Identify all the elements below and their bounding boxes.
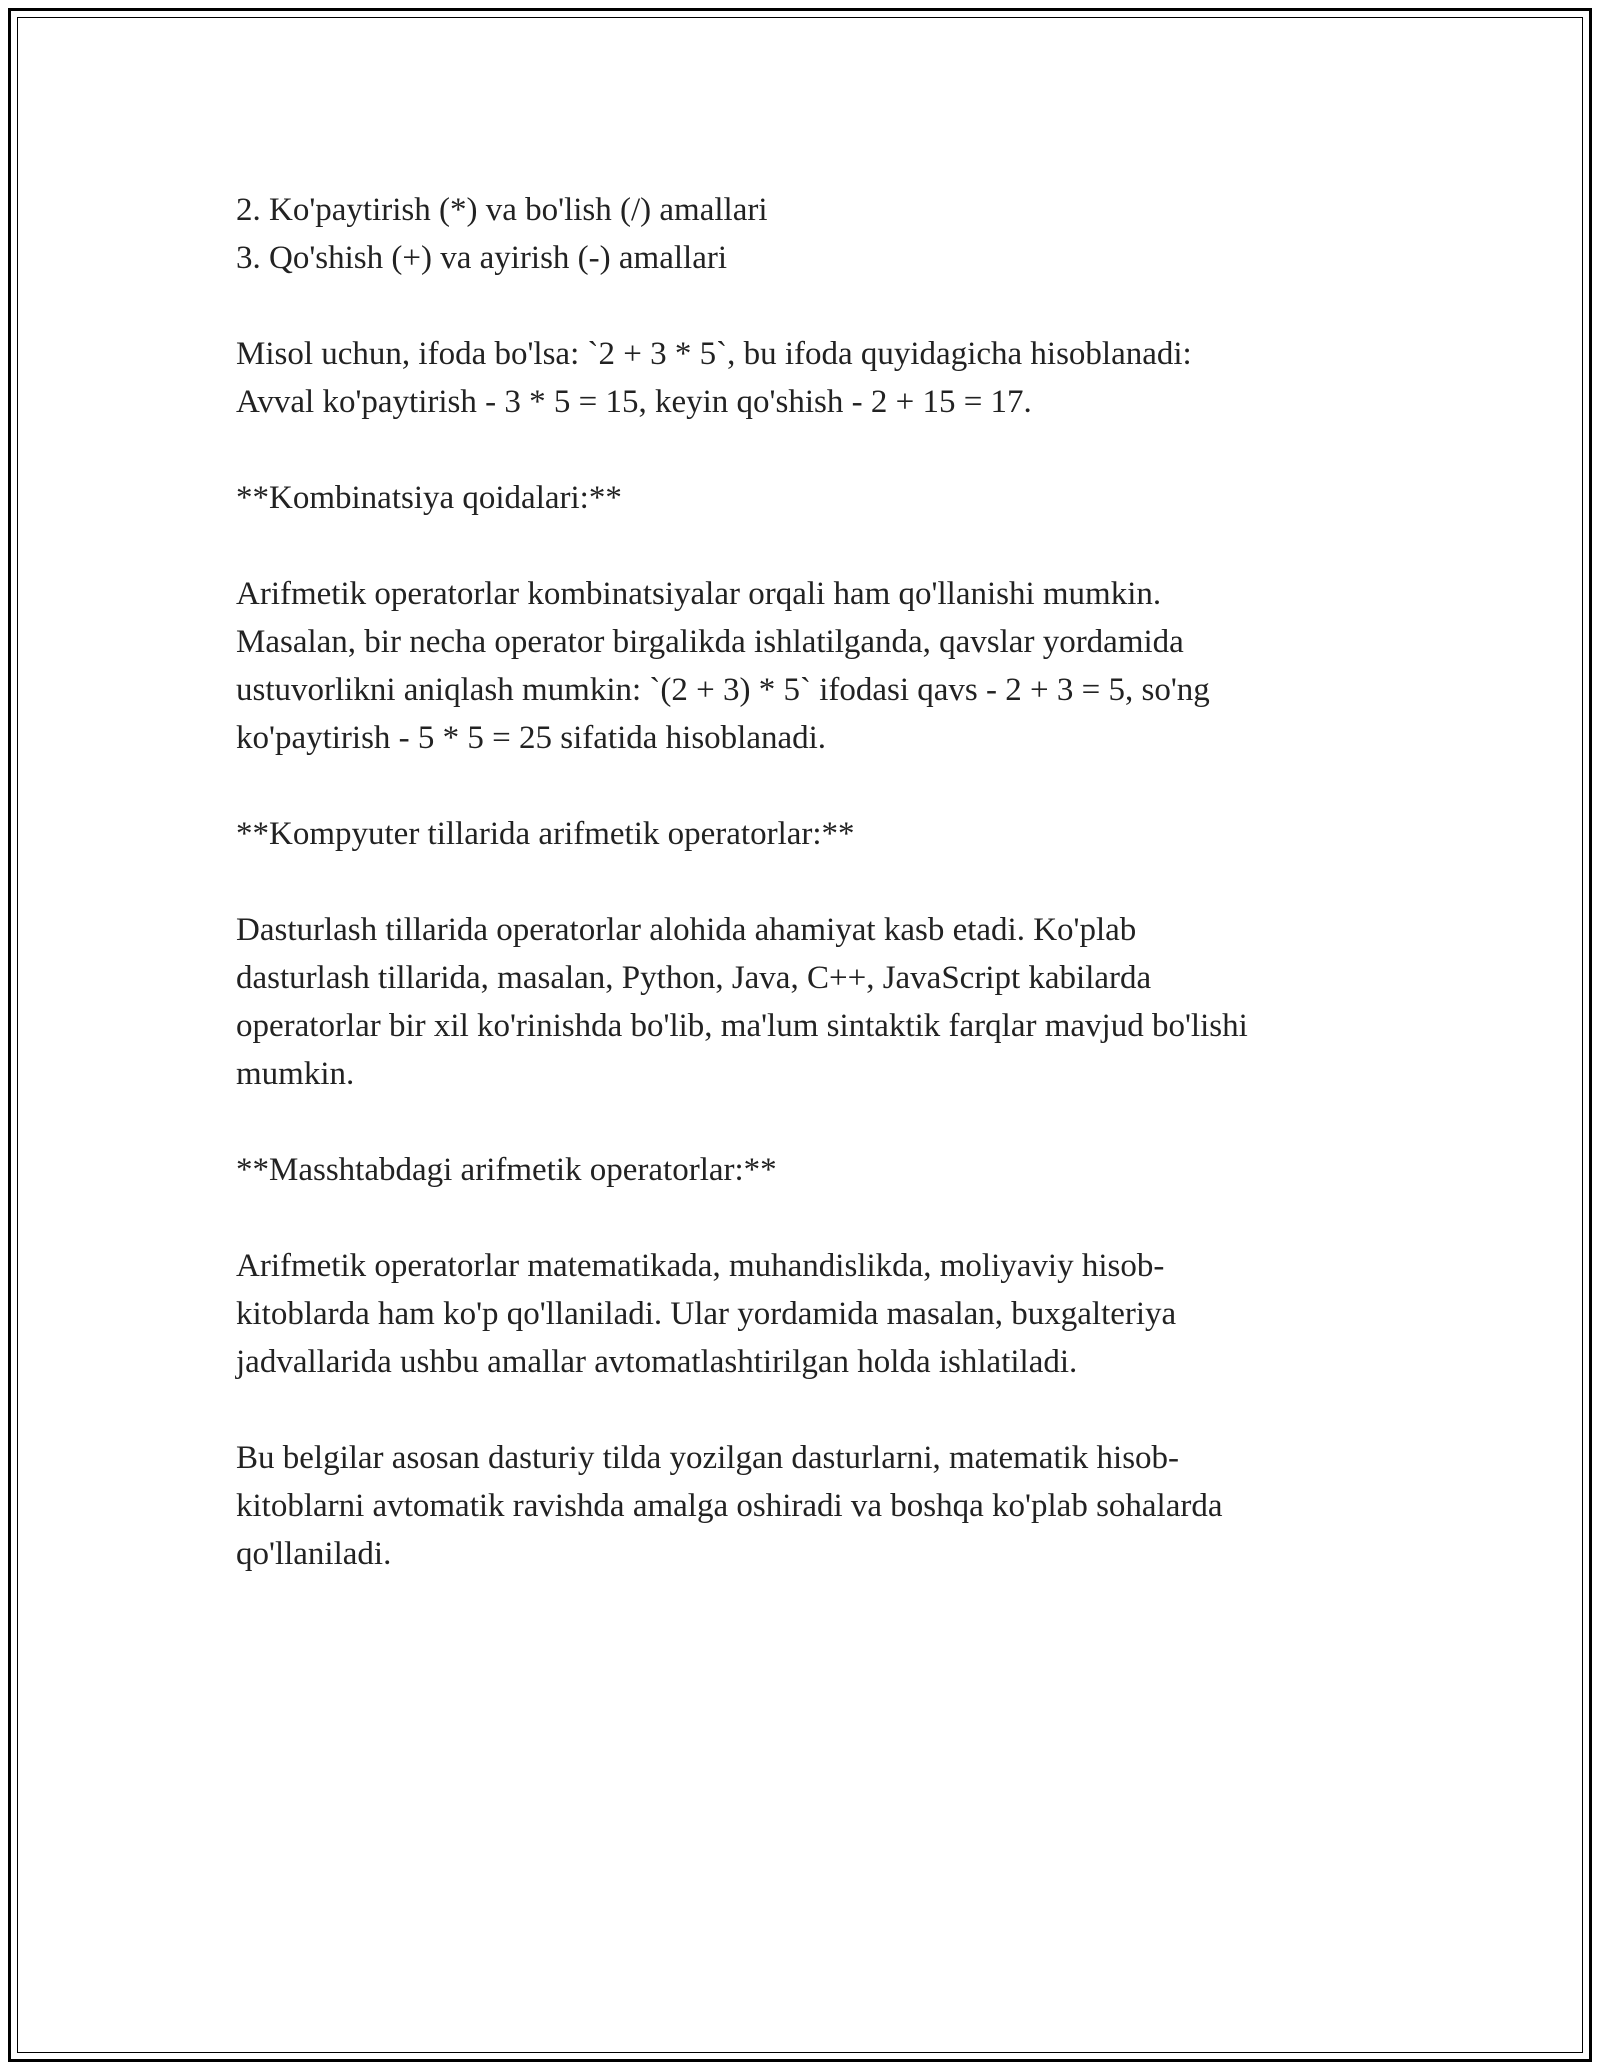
text-line: jadvallarida ushbu amallar avtomatlashtirilgan holda ishlatiladi. — [236, 1344, 1078, 1380]
text-line: qo'llaniladi. — [236, 1536, 392, 1572]
list-item: 2. Ko'paytirish (*) va bo'lish (/) amallari — [236, 192, 768, 228]
paragraph-conclusion — [236, 1434, 1416, 1578]
ordered-list — [236, 186, 1416, 282]
text-line: kitoblarni avtomatik ravishda amalga oshiradi va boshqa ko'plab sohalarda — [236, 1488, 1223, 1524]
text-line: operatorlar bir xil ko'rinishda bo'lib, ma'lum sintaktik farqlar mavjud bo'lishi — [236, 1008, 1248, 1044]
text-line: Arifmetik operatorlar matematikada, muhandislikda, moliyaviy hisob- — [236, 1248, 1165, 1284]
text-line: ustuvorlikni aniqlash mumkin: `(2 + 3) * 5` ifodasi qavs - 2 + 3 = 5, so'ng — [236, 672, 1210, 708]
paragraph-scale — [236, 1242, 1416, 1386]
section-heading: **Kompyuter tillarida arifmetik operatorlar:** — [236, 816, 855, 852]
paragraph-combination — [236, 570, 1416, 762]
paragraph-programming — [236, 906, 1416, 1098]
paragraph-example — [236, 330, 1416, 426]
text-line: Arifmetik operatorlar kombinatsiyalar orqali ham qo'llanishi mumkin. — [236, 576, 1162, 612]
text-line: Bu belgilar asosan dasturiy tilda yozilgan dasturlarni, matematik hisob- — [236, 1440, 1180, 1476]
text-line: ko'paytirish - 5 * 5 = 25 sifatida hisoblanadi. — [236, 720, 827, 756]
list-item: 3. Qo'shish (+) va ayirish (-) amallari — [236, 240, 728, 276]
text-line: mumkin. — [236, 1056, 355, 1092]
section-heading: **Kombinatsiya qoidalari:** — [236, 480, 622, 516]
heading-programming-languages — [236, 810, 1416, 858]
text-line: Misol uchun, ifoda bo'lsa: `2 + 3 * 5`, bu ifoda quyidagicha hisoblanadi: — [236, 336, 1192, 372]
heading-combination-rules — [236, 474, 1416, 522]
text-line: Dasturlash tillarida operatorlar alohida ahamiyat kasb etadi. Ko'plab — [236, 912, 1137, 948]
text-line: dasturlash tillarida, masalan, Python, Java, C++, JavaScript kabilarda — [236, 960, 1152, 996]
section-heading: **Masshtabdagi arifmetik operatorlar:** — [236, 1152, 777, 1188]
document-body — [236, 186, 1416, 1626]
text-line: Avval ko'paytirish - 3 * 5 = 15, keyin qo'shish - 2 + 15 = 17. — [236, 384, 1032, 420]
text-line: Masalan, bir necha operator birgalikda ishlatilganda, qavslar yordamida — [236, 624, 1184, 660]
heading-scale — [236, 1146, 1416, 1194]
text-line: kitoblarda ham ko'p qo'llaniladi. Ular yordamida masalan, buxgalteriya — [236, 1296, 1177, 1332]
